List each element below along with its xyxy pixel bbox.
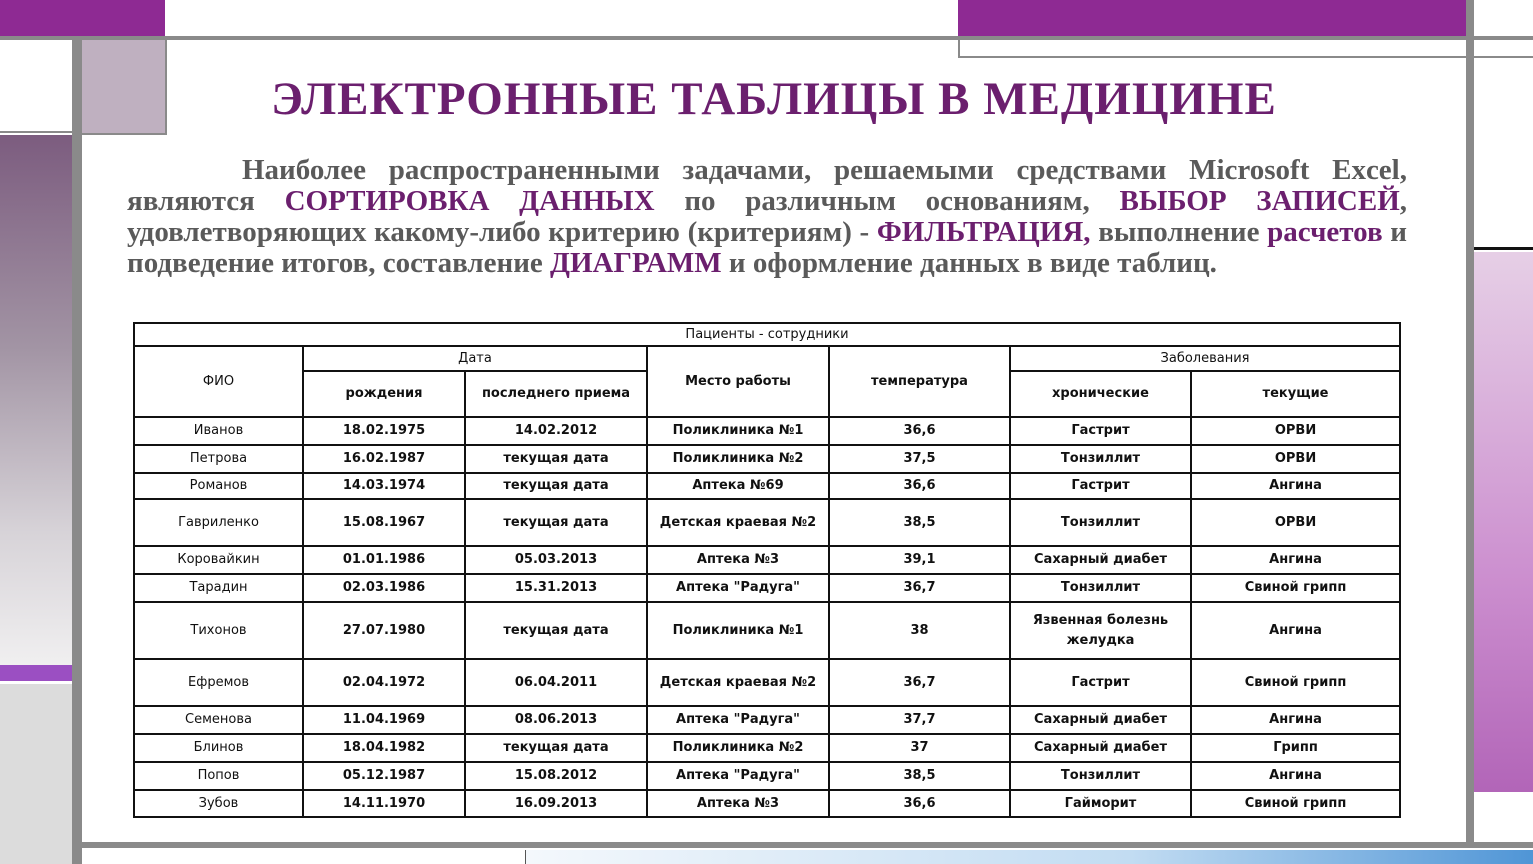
slide-title: ЭЛЕКТРОННЫЕ ТАБЛИЦЫ В МЕДИЦИНЕ (271, 73, 1277, 125)
cell-workplace: Аптека №3 (647, 546, 829, 574)
cell-birth-date: 16.02.1987 (303, 445, 465, 473)
cell-chronic-disease: Сахарный диабет (1010, 546, 1191, 574)
cell-last-visit: текущая дата (465, 473, 647, 499)
cell-current-disease: Ангина (1191, 602, 1400, 659)
cell-chronic-disease: Сахарный диабет (1010, 706, 1191, 734)
intro-highlight-calculations: расчетов (1267, 216, 1383, 248)
right-gradient-column (1474, 252, 1533, 792)
left-gradient-column (0, 135, 72, 665)
header-last-visit: последнего приема (465, 371, 647, 417)
cell-temperature: 36,6 (829, 790, 1010, 817)
cell-workplace: Поликлиника №2 (647, 734, 829, 762)
cell-last-visit: 05.03.2013 (465, 546, 647, 574)
cell-fio: Семенова (134, 706, 303, 734)
header-fio: ФИО (134, 346, 303, 417)
header-workplace: Место работы (647, 346, 829, 417)
table-row (134, 762, 1400, 790)
cell-birth-date: 15.08.1967 (303, 499, 465, 546)
table-row (134, 734, 1400, 762)
cell-workplace: Детская краевая №2 (647, 499, 829, 546)
cell-temperature: 36,7 (829, 659, 1010, 706)
cell-birth-date: 02.03.1986 (303, 574, 465, 602)
cell-fio: Тарадин (134, 574, 303, 602)
cell-fio: Коровайкин (134, 546, 303, 574)
cell-current-disease: Ангина (1191, 762, 1400, 790)
cell-fio: Попов (134, 762, 303, 790)
top-right-divider-line (958, 56, 1533, 58)
cell-temperature: 39,1 (829, 546, 1010, 574)
intro-highlight-selection: ВЫБОР ЗАПИСЕЙ (1119, 185, 1400, 217)
cell-current-disease: Грипп (1191, 734, 1400, 762)
header-temperature: температура (829, 346, 1010, 417)
cell-temperature: 38,5 (829, 762, 1010, 790)
cell-current-disease: ОРВИ (1191, 445, 1400, 473)
intro-highlight-sorting: СОРТИРОВКА ДАННЫХ (284, 185, 655, 217)
bottom-gradient-bar (525, 850, 1533, 864)
cell-fio: Романов (134, 473, 303, 499)
cell-last-visit: текущая дата (465, 602, 647, 659)
cell-last-visit: 16.09.2013 (465, 790, 647, 817)
cell-workplace: Аптека №69 (647, 473, 829, 499)
table-caption: Пациенты - сотрудники (134, 323, 1400, 346)
cell-workplace: Поликлиника №2 (647, 445, 829, 473)
intro-text-1: Наиболее распространенными задачами, решаемыми средствами Microsoft Excel, являются (127, 154, 1407, 217)
cell-temperature: 37,7 (829, 706, 1010, 734)
intro-highlight-charts: ДИАГРАММ (550, 247, 722, 279)
header-current: текущие (1191, 371, 1400, 417)
table-row (134, 659, 1400, 706)
table-row (134, 602, 1400, 659)
cell-last-visit: 14.02.2012 (465, 417, 647, 445)
cell-temperature: 38,5 (829, 499, 1010, 546)
right-column-top-line (1474, 247, 1533, 250)
cell-chronic-disease: Язвенная болезнь желудка (1010, 602, 1191, 659)
cell-fio: Блинов (134, 734, 303, 762)
left-bottom-block (0, 684, 72, 864)
left-vertical-rule (72, 40, 82, 864)
table-row (134, 574, 1400, 602)
top-left-accent-bar (0, 0, 165, 36)
cell-temperature: 36,7 (829, 574, 1010, 602)
header-diseases: Заболевания (1010, 346, 1400, 371)
intro-text-6: и оформление данных в виде таблиц. (721, 247, 1217, 279)
left-column-top-line (0, 131, 82, 133)
cell-fio: Иванов (134, 417, 303, 445)
bottom-divider-line (82, 842, 1533, 848)
cell-workplace: Аптека №3 (647, 790, 829, 817)
cell-temperature: 36,6 (829, 473, 1010, 499)
cell-birth-date: 02.04.1972 (303, 659, 465, 706)
top-right-accent-bar (958, 0, 1466, 36)
table-row (134, 445, 1400, 473)
cell-chronic-disease: Тонзиллит (1010, 762, 1191, 790)
right-vertical-rule (1466, 0, 1474, 844)
cell-workplace: Аптека "Радуга" (647, 574, 829, 602)
header-chronic: хронические (1010, 371, 1191, 417)
table-row (134, 790, 1400, 817)
table-row (134, 499, 1400, 546)
top-right-vertical-line (958, 36, 960, 58)
cell-workplace: Поликлиника №1 (647, 417, 829, 445)
left-accent-strip (0, 665, 76, 681)
intro-text-5: и подведение итогов, составление (127, 216, 1407, 279)
cell-chronic-disease: Гастрит (1010, 417, 1191, 445)
patients-table (133, 322, 1401, 818)
cell-birth-date: 14.11.1970 (303, 790, 465, 817)
cell-birth-date: 27.07.1980 (303, 602, 465, 659)
table-row (134, 706, 1400, 734)
cell-chronic-disease: Гастрит (1010, 473, 1191, 499)
cell-current-disease: Свиной грипп (1191, 659, 1400, 706)
cell-fio: Гавриленко (134, 499, 303, 546)
cell-chronic-disease: Тонзиллит (1010, 499, 1191, 546)
cell-birth-date: 11.04.1969 (303, 706, 465, 734)
cell-workplace: Детская краевая №2 (647, 659, 829, 706)
cell-chronic-disease: Гайморит (1010, 790, 1191, 817)
cell-fio: Ефремов (134, 659, 303, 706)
cell-temperature: 37,5 (829, 445, 1010, 473)
header-birth: рождения (303, 371, 465, 417)
cell-birth-date: 05.12.1987 (303, 762, 465, 790)
cell-last-visit: 15.31.2013 (465, 574, 647, 602)
cell-fio: Зубов (134, 790, 303, 817)
cell-workplace: Поликлиника №1 (647, 602, 829, 659)
cell-fio: Петрова (134, 445, 303, 473)
table-row (134, 473, 1400, 499)
cell-temperature: 38 (829, 602, 1010, 659)
intro-highlight-filtering: ФИЛЬТРАЦИЯ, (876, 216, 1091, 248)
cell-current-disease: Ангина (1191, 546, 1400, 574)
cell-birth-date: 14.03.1974 (303, 473, 465, 499)
cell-last-visit: текущая дата (465, 734, 647, 762)
cell-current-disease: Ангина (1191, 706, 1400, 734)
cell-current-disease: Свиной грипп (1191, 790, 1400, 817)
cell-last-visit: текущая дата (465, 445, 647, 473)
cell-temperature: 36,6 (829, 417, 1010, 445)
cell-birth-date: 18.04.1982 (303, 734, 465, 762)
cell-chronic-disease: Сахарный диабет (1010, 734, 1191, 762)
cell-current-disease: Ангина (1191, 473, 1400, 499)
cell-chronic-disease: Тонзиллит (1010, 574, 1191, 602)
cell-workplace: Аптека "Радуга" (647, 706, 829, 734)
cell-birth-date: 01.01.1986 (303, 546, 465, 574)
table-row (134, 546, 1400, 574)
cell-temperature: 37 (829, 734, 1010, 762)
table-body (134, 417, 1400, 817)
cell-birth-date: 18.02.1975 (303, 417, 465, 445)
cell-chronic-disease: Тонзиллит (1010, 445, 1191, 473)
cell-workplace: Аптека "Радуга" (647, 762, 829, 790)
intro-paragraph (127, 155, 1407, 279)
table-row (134, 417, 1400, 445)
cell-current-disease: ОРВИ (1191, 499, 1400, 546)
cell-chronic-disease: Гастрит (1010, 659, 1191, 706)
header-date: Дата (303, 346, 647, 371)
cell-last-visit: 08.06.2013 (465, 706, 647, 734)
intro-text-2: по различным основаниям, (654, 185, 1120, 217)
cell-current-disease: ОРВИ (1191, 417, 1400, 445)
cell-last-visit: 15.08.2012 (465, 762, 647, 790)
cell-last-visit: 06.04.2011 (465, 659, 647, 706)
intro-text-3: , удовлетворяющих какому-либо критерию (критериям) - (127, 185, 1408, 248)
cell-last-visit: текущая дата (465, 499, 647, 546)
cell-fio: Тихонов (134, 602, 303, 659)
intro-text-4: выполнение (1090, 216, 1268, 248)
cell-current-disease: Свиной грипп (1191, 574, 1400, 602)
top-divider-line (0, 36, 1533, 40)
